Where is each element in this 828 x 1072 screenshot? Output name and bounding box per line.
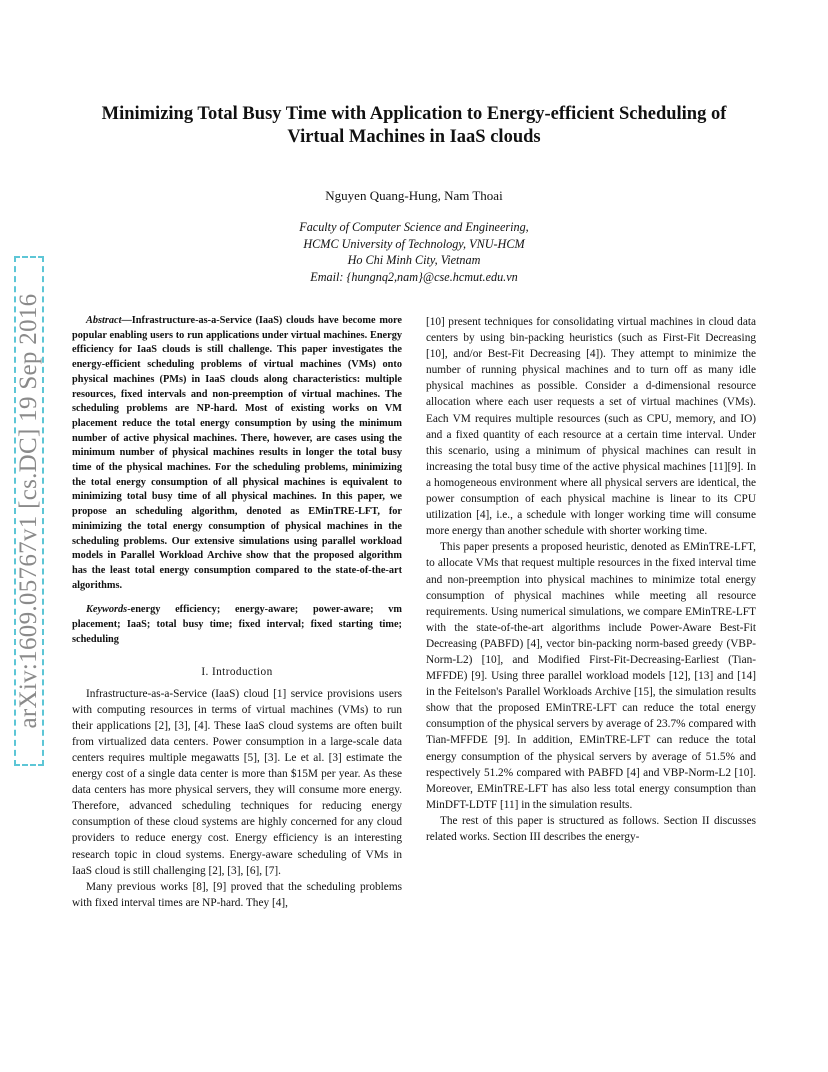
- body-paragraph: Many previous works [8], [9] proved that the scheduling problems with fixed interval times are NP-hard. They [4],: [72, 880, 402, 909]
- paper-title: Minimizing Total Busy Time with Application to Energy-efficient Scheduling of Virtual Machines in IaaS clouds: [101, 104, 727, 147]
- affiliation-line: HCMC University of Technology, VNU-HCM: [303, 236, 525, 251]
- arxiv-identifier-text: arXiv:1609.05767v1 [cs.DC] 19 Sep 2016: [15, 293, 42, 729]
- body-paragraph: The rest of this paper is structured as follows. Section II discusses related works. Section III describes the energy-: [426, 814, 756, 843]
- keywords-text: -energy efficiency; energy-aware; power-aware; vm placement; IaaS; total busy time; fixed interval; fixed starting time; scheduling: [72, 604, 402, 645]
- body-paragraph: Infrastructure-as-a-Service (IaaS) cloud [1] service provisions users with computing resources in terms of virtual machines (VMs) to run their applications [2], [3], [4]. These IaaS cloud systems are often built from virtualized data centers. Power consumption in a large-scale data centers requires multiple megawatts [5], [3]. Le et al. [3] estimate the energy cost of a single data center is more than $15M per year. As these data centers has more physical servers, they will consume more energy. Therefore, advanced scheduling techniques for reducing energy consumption of these cloud systems are highly concerned for any cloud providers to reduce energy cost. Energy efficiency is an interesting research topic in cloud systems. Energy-aware scheduling of VMs in IaaS cloud is still challenging [2], [3], [6], [7].: [72, 687, 402, 877]
- abstract: [72, 314, 402, 593]
- section-heading-introduction: I. Introduction: [201, 666, 273, 679]
- right-column: [426, 314, 756, 845]
- arxiv-identifier-stamp: [14, 256, 44, 766]
- left-column: [72, 314, 402, 911]
- author-affiliation: [80, 219, 748, 285]
- affiliation-line: Ho Chi Minh City, Vietnam: [347, 253, 481, 267]
- abstract-text: —Infrastructure-as-a-Service (IaaS) clouds have become more popular enabling users to run applications under virtual machines. Energy efficiency for IaaS clouds is still challenge. This paper investigates the energy-efficient scheduling problems of virtual machines (VMs) onto physical machines (PMs) in IaaS clouds along characteristics: multiple resources, fixed intervals and non-preemption of virtual machines. The scheduling problems are NP-hard. Most of existing works on VM placement reduce the total energy consumption by using the minimum number of active physical machines. There, however, are cases using the minimum number of physical machines results in longer the total busy time of the physical machines. For the scheduling problems, minimizing the total energy consumption of all physical machines is equivalent to minimizing total busy time of all physical machines. In this paper, we propose an scheduling algorithm, denoted as EMinTRE-LFT, for minimizing the total energy consumption of physical machines in the scheduling problems. Our extensive simulations using parallel workload models in Parallel Workload Archive show that the proposed algorithm has the least total energy consumption compared to the state-of-the-art algorithms.: [72, 315, 402, 591]
- keywords: [72, 603, 402, 647]
- affiliation-line: Faculty of Computer Science and Engineering,: [299, 220, 529, 234]
- affiliation-email: Email: {hungnq2,nam}@cse.hcmut.edu.vn: [310, 269, 518, 284]
- keywords-lead: Keywords: [86, 604, 128, 616]
- body-paragraph: This paper presents a proposed heuristic, denoted as EMinTRE-LFT, to allocate VMs that request multiple resources in the fixed interval time and non-preemption into physical machines to minimize total energy consumption of physical machines while meeting all resource requirements. Using numerical simulations, we compare EMinTRE-LFT with the state-of-the-art algorithms include Power-Aware Best-Fit Decreasing (PABFD) [4], vector bin-packing norm-based greedy (VBP-Norm-L2) [10], and Modified First-Fit-Decreasing-Earliest (Tian-MFFDE) [9]. Using three parallel workload models [12], [13] and [14] in the Feitelson's Parallel Workloads Archive [15], the simulation results show that the proposed EMinTRE-LFT can reduce the total energy consumption of the physical servers by average of 23.7% compared with Tian-MFFDE [9]. In addition, EMinTRE-LFT can reduce the total energy consumption of the physical servers by average of 51.5% and respectively 51.2% compared with PABFD [4] and VBP-Norm-L2 [10]. Moreover, EMinTRE-LFT has also less total energy consumption than MinDFT-LDTF [11] in the simulation results.: [426, 541, 756, 811]
- body-paragraph: [10] present techniques for consolidating virtual machines in cloud data centers by using bin-packing heuristics (such as First-Fit Decreasing [10], and/or Best-Fit Decreasing [4]). They attempt to minimize the number of running physical machines and to turn off as many idle physical machines as possible. Consider a d-dimensional resource allocation where each user requests a set of virtual machines (VMs). Each VM requires multiple resources (such as CPU, memory, and IO) and a fixed quantity of each resource at a certain time interval. Under this scenario, using a minimum of physical machines can result in increasing the total busy time of the active physical machines [11][9]. In a homogeneous environment where all physical servers are identical, the power consumption of each physical machine is linear to its CPU utilization [4], i.e., a schedule with longer working time will consume more energy than another schedule with shorter working time.: [426, 316, 756, 538]
- paper-authors: Nguyen Quang-Hung, Nam Thoai: [325, 188, 503, 203]
- abstract-lead: Abstract: [86, 315, 122, 326]
